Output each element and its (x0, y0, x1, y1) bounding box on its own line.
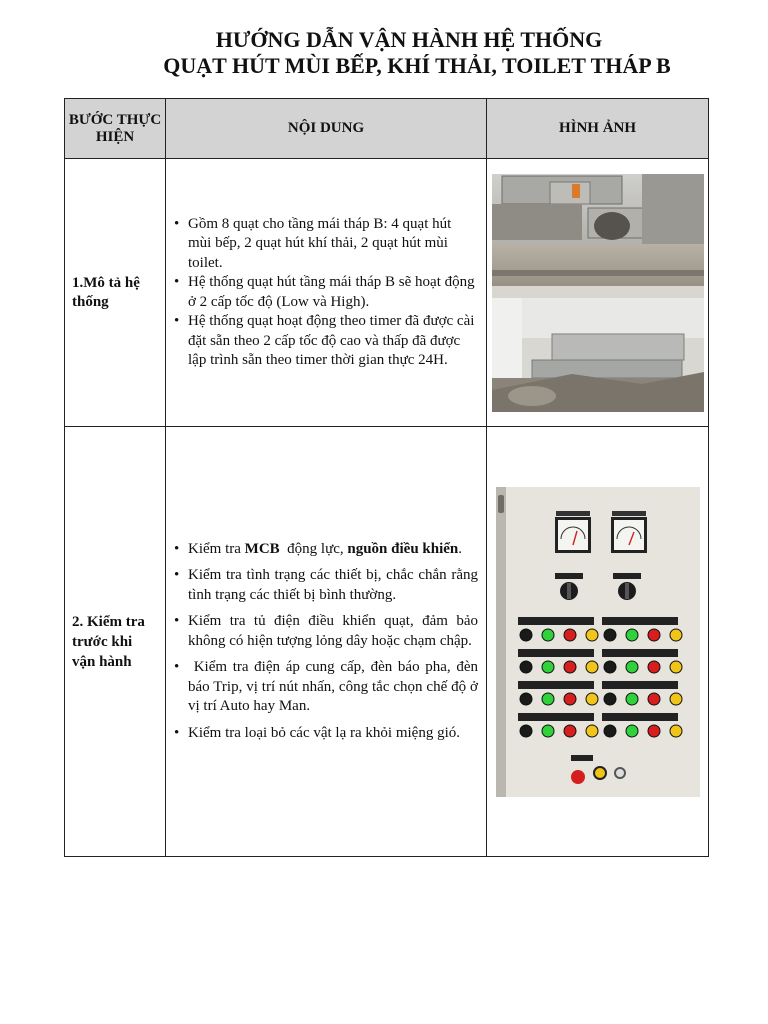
panel-label-plate (518, 713, 594, 721)
red-lamp-icon (564, 725, 576, 737)
list-item: • Kiểm tra MCB động lực, nguồn điều khiển. (188, 540, 478, 560)
content-cell (166, 159, 487, 427)
panel-label-plate (518, 681, 594, 689)
selector-knob-icon (604, 629, 616, 641)
red-lamp-icon (648, 661, 660, 673)
image-cell (487, 159, 709, 427)
header-row (65, 99, 709, 159)
bullet-icon: • (174, 313, 180, 329)
list-item: • Kiểm tra tủ điện điều khiển quạt, đảm bảo không có hiện tượng lỏng dây hoặc chạm chập. (174, 613, 478, 649)
green-lamp-icon (626, 629, 638, 641)
yellow-lamp-icon (670, 725, 682, 737)
yellow-lamp-icon (670, 661, 682, 673)
panel-label-plate (602, 617, 678, 625)
content-cell (166, 427, 487, 857)
header-image: HÌNH ẢNH (487, 99, 709, 159)
panel-label-plate (602, 713, 678, 721)
yellow-lamp-icon (586, 725, 598, 737)
title-line-1: HƯỚNG DẪN VẬN HÀNH HỆ THỐNG (215, 27, 603, 52)
red-lamp-icon (648, 629, 660, 641)
step-label: 2. Kiểm tra trước khi vận hành (65, 427, 166, 857)
bullet-icon: • (174, 215, 180, 232)
bullet-list (170, 540, 482, 744)
procedure-table (64, 98, 709, 857)
yellow-lamp-icon (670, 693, 682, 705)
header-step: BƯỚC THỰC HIỆN (65, 99, 166, 159)
title-line-2: QUẠT HÚT MÙI BẾP, KHÍ THẢI, TOILET THÁP B (163, 53, 671, 78)
list-item: • Kiểm tra điện áp cung cấp, đèn báo pha, đèn báo Trip, vị trí nút nhấn, công tắc chọn chế độ ở vị trí Auto hay Man. (174, 659, 482, 715)
list-item: • Gồm 8 quạt cho tầng mái tháp B: 4 quạt hút mùi bếp, 2 quạt hút khí thải, 2 quạt hút mùi toilet. (174, 215, 452, 271)
green-lamp-icon (542, 725, 554, 737)
green-lamp-icon (626, 725, 638, 737)
list-item: • Hệ thống quạt hoạt động theo timer đã được cài đặt sẵn theo 2 cấp tốc độ cao và thấp đã được lập trình sẵn theo timer thời gian thực 24H. (174, 313, 475, 368)
list-item: • Hệ thống quạt hút tầng mái tháp B sẽ hoạt động ở 2 cấp tốc độ (Low và High). (174, 274, 475, 310)
header-content: NỘI DUNG (166, 99, 487, 159)
table-row (65, 159, 709, 427)
yellow-lamp-icon (670, 629, 682, 641)
yellow-lamp-icon (586, 629, 598, 641)
selector-knob-icon (604, 693, 616, 705)
yellow-lamp-icon (586, 661, 598, 673)
bullet-icon: • (174, 724, 180, 741)
control-panel-photo (496, 487, 700, 797)
panel-label-plate (518, 617, 594, 625)
bullet-icon: • (174, 540, 180, 557)
bullet-icon: • (174, 659, 180, 676)
green-lamp-icon (626, 661, 638, 673)
list-item: • Kiểm tra loại bỏ các vật lạ ra khỏi miệng gió. (188, 724, 478, 744)
red-lamp-icon (564, 661, 576, 673)
panel-label-plate (518, 649, 594, 657)
selector-knob-icon (520, 693, 532, 705)
table-row (65, 427, 709, 857)
bullet-icon: • (174, 274, 180, 290)
green-lamp-icon (542, 661, 554, 673)
selector-knob-icon (520, 629, 532, 641)
green-lamp-icon (542, 629, 554, 641)
bullet-icon: • (174, 567, 180, 584)
image-cell (487, 427, 709, 857)
red-lamp-icon (564, 629, 576, 641)
selector-knob-icon (604, 661, 616, 673)
panel-label-plate (602, 649, 678, 657)
bullet-icon: • (174, 613, 180, 630)
rooftop-fans-photo (492, 174, 704, 412)
selector-knob-icon (520, 661, 532, 673)
red-lamp-icon (564, 693, 576, 705)
red-lamp-icon (648, 725, 660, 737)
panel-label-plate (602, 681, 678, 689)
list-item: • Kiểm tra tình trạng các thiết bị, chắc chắn rằng tình trạng các thiết bị bình thường. (174, 567, 478, 603)
green-lamp-icon (542, 693, 554, 705)
bullet-list (170, 215, 478, 371)
yellow-lamp-icon (586, 693, 598, 705)
green-lamp-icon (626, 693, 638, 705)
selector-knob-icon (520, 725, 532, 737)
volt-meter-icon (555, 517, 591, 553)
red-lamp-icon (648, 693, 660, 705)
selector-knob-icon (604, 725, 616, 737)
ammeter-icon (611, 517, 647, 553)
step-label: 1.Mô tả hệ thống (65, 159, 166, 427)
